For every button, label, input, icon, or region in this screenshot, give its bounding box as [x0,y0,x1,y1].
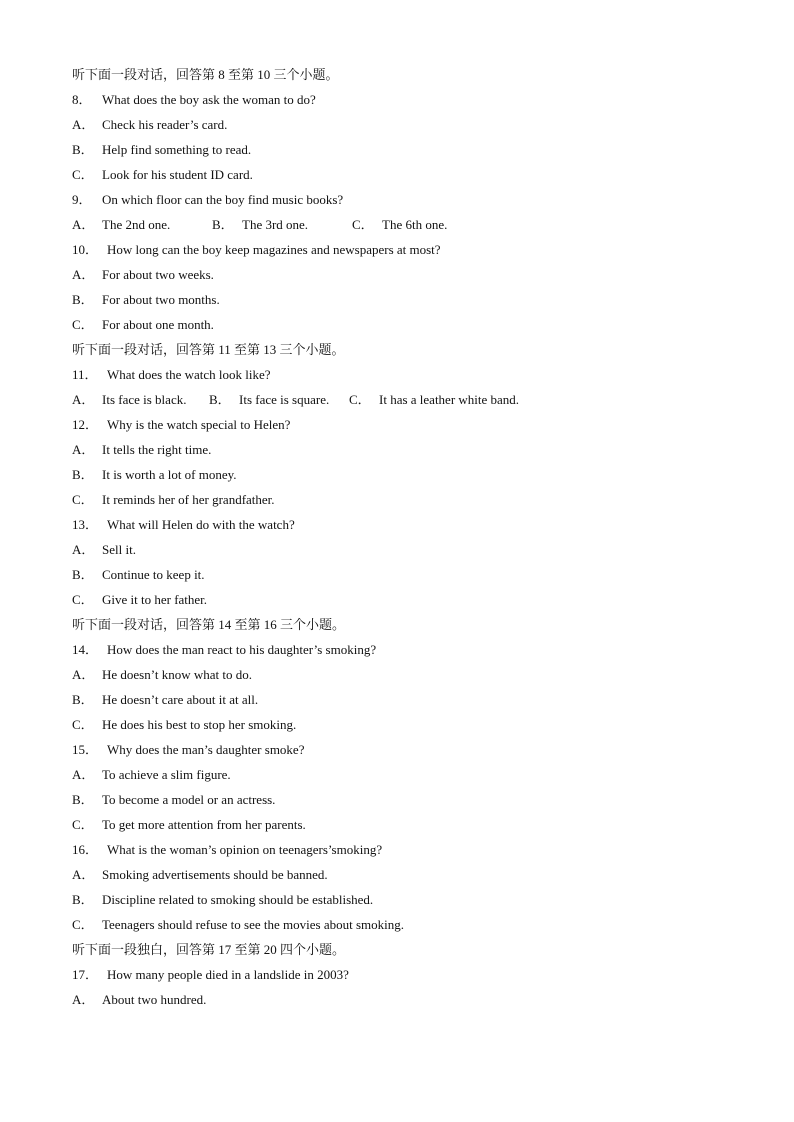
question-number: 9． [72,192,92,207]
option-text: Discipline related to smoking should be established. [102,892,374,907]
option-text: He doesn’t care about it at all. [102,692,259,707]
option-text: For about two months. [102,292,220,307]
question-text: What is the woman’s opinion on teenagers’smoking? [107,842,383,857]
option-text: It is worth a lot of money. [102,467,237,482]
option-text: He does his best to stop her smoking. [102,717,297,732]
option-text: To achieve a slim figure. [102,767,231,782]
option-letter: A． [72,667,95,682]
option-letter: C． [72,167,94,182]
question-number: 12． [72,417,99,432]
option-text: Help find something to read. [102,142,252,157]
option-c [349,387,519,412]
option-c [72,312,762,337]
option-letter: C． [72,717,94,732]
option-letter: B． [212,217,234,232]
option-text: The 6th one. [382,217,448,232]
option-b [72,562,762,587]
option-letter: A． [72,217,95,232]
option-letter: C． [352,217,374,232]
option-letter: B． [209,392,231,407]
option-letter: C． [72,492,94,507]
option-c [72,587,762,612]
section-instruction: 听下面一段独白，回答第 17 至第 20 四个小题。 [72,942,346,957]
question-text: What does the boy ask the woman to do? [102,92,316,107]
option-letter: B． [72,692,94,707]
option-c [72,912,762,937]
option-c [72,162,762,187]
option-letter: C． [72,317,94,332]
option-b [72,887,762,912]
option-letter: A． [72,867,95,882]
option-text: Its face is black. [102,392,187,407]
option-c [352,212,472,237]
option-c [72,487,762,512]
option-letter: A． [72,992,95,1007]
question-text: Why does the man’s daughter smoke? [107,742,305,757]
option-text: For about two weeks. [102,267,214,282]
option-a [72,437,762,462]
question-13 [72,512,762,537]
question-number: 10． [72,242,99,257]
option-text: To become a model or an actress. [102,792,276,807]
option-letter: B． [72,142,94,157]
option-b [72,462,762,487]
option-letter: A． [72,542,95,557]
section-instruction: 听下面一段对话，回答第 8 至第 10 三个小题。 [72,67,339,82]
question-10 [72,237,762,262]
options-row [72,212,762,237]
question-17 [72,962,762,987]
option-letter: C． [72,917,94,932]
option-text: Teenagers should refuse to see the movies about smoking. [102,917,404,932]
option-a [72,212,212,237]
option-letter: A． [72,442,95,457]
option-b [72,687,762,712]
option-letter: C． [349,392,371,407]
question-text: On which floor can the boy find music books? [102,192,344,207]
question-16 [72,837,762,862]
option-letter: B． [72,292,94,307]
option-a [72,662,762,687]
option-a [72,112,762,137]
option-text: About two hundred. [102,992,207,1007]
option-a [72,987,762,1012]
question-text: How long can the boy keep magazines and newspapers at most? [107,242,441,257]
option-text: He doesn’t know what to do. [102,667,252,682]
question-text: How many people died in a landslide in 2003? [107,967,349,982]
option-letter: A． [72,767,95,782]
option-text: Look for his student ID card. [102,167,253,182]
question-number: 17． [72,967,99,982]
question-number: 14． [72,642,99,657]
question-number: 11． [72,367,98,382]
option-c [72,712,762,737]
option-text: The 2nd one. [102,217,171,232]
option-b [209,387,349,412]
question-number: 13． [72,517,99,532]
section-instruction: 听下面一段对话，回答第 11 至第 13 三个小题。 [72,342,345,357]
question-text: Why is the watch special to Helen? [107,417,291,432]
option-text: Sell it. [102,542,136,557]
options-row [72,387,762,412]
option-text: To get more attention from her parents. [102,817,306,832]
option-letter: A． [72,117,95,132]
option-text: Give it to her father. [102,592,208,607]
option-letter: B． [72,567,94,582]
option-a [72,387,209,412]
option-letter: A． [72,392,95,407]
option-letter: A． [72,267,95,282]
option-a [72,762,762,787]
option-letter: B． [72,892,94,907]
option-a [72,862,762,887]
option-b [212,212,352,237]
option-text: For about one month. [102,317,214,332]
option-text: It has a leather white band. [379,392,520,407]
option-text: Smoking advertisements should be banned. [102,867,328,882]
question-text: What will Helen do with the watch? [107,517,295,532]
question-15 [72,737,762,762]
option-c [72,812,762,837]
option-text: Check his reader’s card. [102,117,228,132]
option-a [72,262,762,287]
question-9 [72,187,762,212]
question-14 [72,637,762,662]
option-b [72,787,762,812]
option-a [72,537,762,562]
option-letter: C． [72,592,94,607]
question-number: 8． [72,92,92,107]
option-b [72,287,762,312]
question-text: What does the watch look like? [107,367,271,382]
question-number: 16． [72,842,99,857]
option-text: It tells the right time. [102,442,212,457]
option-b [72,137,762,162]
question-text: How does the man react to his daughter’s smoking? [107,642,377,657]
section-instruction: 听下面一段对话，回答第 14 至第 16 三个小题。 [72,617,346,632]
exam-page [72,62,762,1012]
question-number: 15． [72,742,99,757]
option-letter: B． [72,792,94,807]
option-text: It reminds her of her grandfather. [102,492,275,507]
question-8 [72,87,762,112]
option-text: The 3rd one. [242,217,309,232]
option-letter: B． [72,467,94,482]
option-text: Continue to keep it. [102,567,205,582]
option-text: Its face is square. [239,392,330,407]
option-letter: C． [72,817,94,832]
question-11 [72,362,762,387]
question-12 [72,412,762,437]
